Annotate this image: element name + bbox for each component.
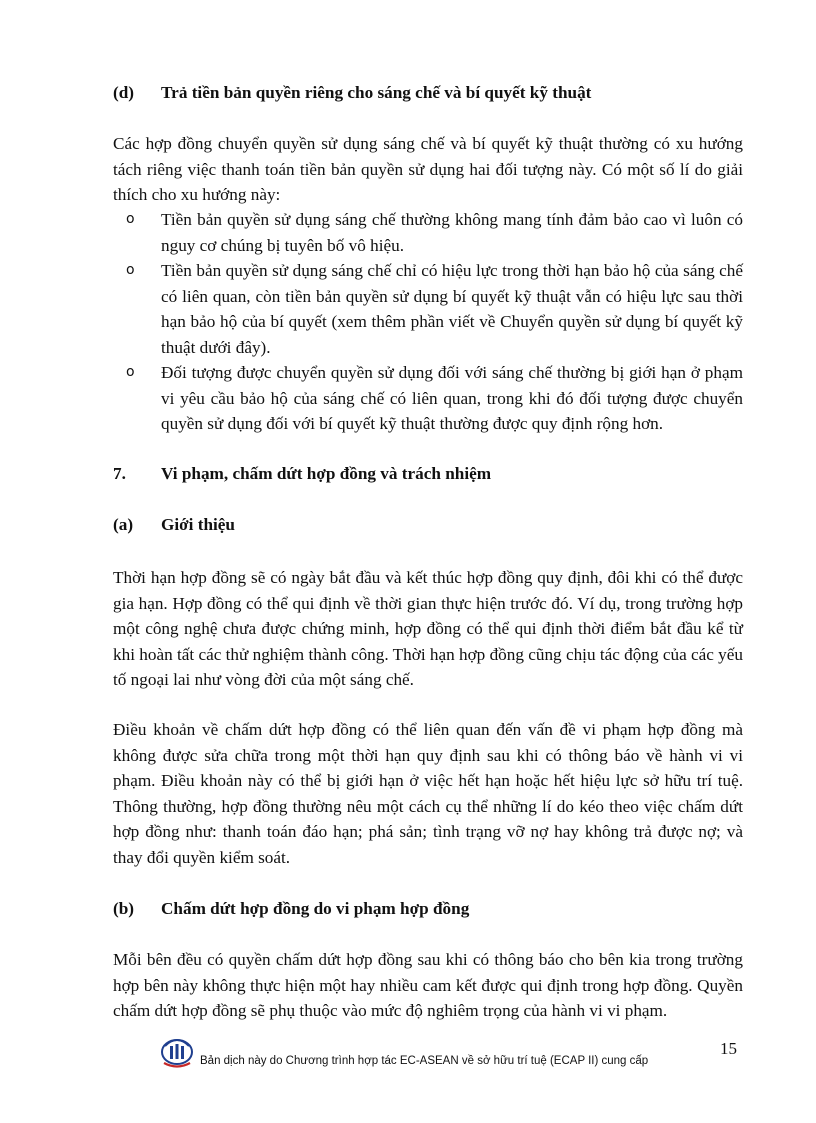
list-item-text: Tiền bản quyền sử dụng sáng chế chỉ có hiệu lực trong thời hạn bảo hộ của sáng chế có liên quan, còn tiền bản quyền sử dụng bí quyết kỹ thuật vẫn có hiệu lực sau thời hạn bảo hộ của bí quyết (xem thêm phần viết về Chuyển quyền sử dụng bí quyết kỹ thuật dưới đây). [161, 261, 743, 357]
list-item-text: Đối tượng được chuyển quyền sử dụng đối với sáng chế thường bị giới hạn ở phạm vi yêu cầu bảo hộ của sáng chế có liên quan, trong khi đó đối tượng được chuyển quyền sử dụng đối với bí quyết kỹ thuật thường được quy định rộng hơn. [161, 363, 743, 433]
section-7-heading [113, 461, 743, 487]
section-7-number: 7. [113, 464, 126, 483]
list-item [126, 207, 743, 258]
section-b-title: Chấm dứt hợp đồng do vi phạm hợp đồng [161, 899, 470, 918]
section-d-heading [113, 80, 743, 106]
ecap-logo-icon [160, 1032, 194, 1068]
section-b-number: (b) [113, 899, 135, 918]
bullet-icon: o [126, 262, 135, 278]
section-a-heading [113, 512, 743, 538]
section-d-title: Trả tiền bản quyền riêng cho sáng chế và bí quyết kỹ thuật [161, 83, 592, 102]
footer [160, 1032, 648, 1068]
footer-credit-text: Bản dịch này do Chương trình hợp tác EC-ASEAN về sở hữu trí tuệ (ECAP II) cung cấp [200, 1055, 649, 1067]
section-7-title: Vi phạm, chấm dứt hợp đồng và trách nhiệm [161, 464, 492, 483]
section-d-intro: Các hợp đồng chuyển quyền sử dụng sáng chế và bí quyết kỹ thuật thường có xu hướng tách riêng việc thanh toán tiền bản quyền sử dụng hai đối tượng này. Có một số lí do giải thích cho xu hướng này: [113, 134, 743, 204]
bullet-icon: o [126, 364, 135, 380]
page-number: 15 [720, 1039, 737, 1058]
list-item-text: Tiền bản quyền sử dụng sáng chế thường không mang tính đảm bảo cao vì luôn có nguy cơ chúng bị tuyên bố vô hiệu. [161, 210, 743, 255]
section-b-paragraph-1: Mỗi bên đều có quyền chấm dứt hợp đồng sau khi có thông báo cho bên kia trong trường hợp bên này không thực hiện một hay nhiều cam kết được qui định trong hợp đồng. Quyền chấm dứt hợp đồng sẽ phụ thuộc vào mức độ nghiêm trọng của hành vi vi phạm. [113, 950, 743, 1020]
section-b-heading [113, 896, 743, 922]
section-a-title: Giới thiệu [161, 515, 235, 534]
section-a-number: (a) [113, 515, 134, 534]
section-a-paragraph-2: Điều khoản về chấm dứt hợp đồng có thể liên quan đến vấn đề vi phạm hợp đồng mà không được sửa chữa trong một thời hạn quy định sau khi có thông báo về hành vi vi phạm. Điều khoản này có thể bị giới hạn ở việc hết hạn hoặc hết hiệu lực sở hữu trí tuệ. Thông thường, hợp đồng thường nêu một cách cụ thể những lí do kéo theo việc chấm dứt hợp đồng như: thanh toán đáo hạn; phá sản; tình trạng vỡ nợ hay không trả được nợ; và thay đổi quyền kiểm soát. [113, 720, 743, 867]
section-a-paragraph-1: Thời hạn hợp đồng sẽ có ngày bắt đầu và kết thúc hợp đồng quy định, đôi khi có thể được gia hạn. Hợp đồng có thể qui định về thời gian thực hiện trước đó. Ví dụ, trong trường hợp một công nghệ chưa được chứng minh, hợp đồng có thể qui định thời điểm bắt đầu kể từ khi hoàn tất các thử nghiệm thành công. Thời hạn hợp đồng cũng chịu tác động của các yếu tố ngoại lai như vòng đời của một sáng chế. [113, 568, 743, 689]
list-item [126, 258, 743, 360]
bullet-icon: o [126, 211, 135, 227]
section-d-bullet-list [126, 207, 743, 437]
list-item [126, 360, 743, 437]
section-d-number: (d) [113, 83, 135, 102]
